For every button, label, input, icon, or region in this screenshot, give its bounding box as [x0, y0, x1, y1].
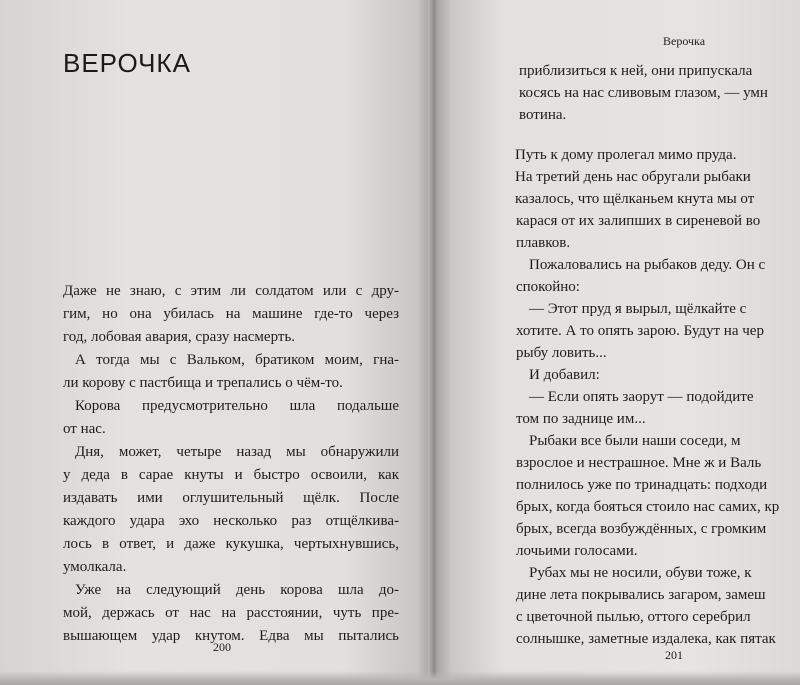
running-head: Верочка: [663, 34, 706, 48]
text-line: Уже на следующий день корова шла до-: [75, 582, 399, 598]
text-line: дине лета покрывались загаром, замеш: [516, 587, 766, 603]
text-line: Пожаловались на рыбаков деду. Он с: [529, 257, 766, 273]
text-line: том по заднице им...: [516, 411, 646, 427]
text-line: спокойно:: [516, 279, 580, 295]
text-line: На третий день нас обругали рыбаки: [515, 169, 751, 185]
text-line: плавков.: [516, 235, 571, 251]
text-line: вотина.: [519, 107, 567, 123]
page-number: 201: [665, 648, 683, 662]
text-line: Даже не знаю, с этим ли солдатом или с дру-: [63, 283, 399, 299]
text-line: — Если опять заорут — подойдите: [529, 389, 754, 405]
text-line: И добавил:: [529, 367, 600, 383]
text-line: косясь на нас сливовым глазом, — умн: [519, 85, 768, 101]
text-line: полнилось уже по тринадцать: подходи: [516, 477, 768, 493]
text-line: каждого удара эхо несколько раз отщёлкива-: [63, 513, 399, 529]
text-line: Путь к дому пролегал мимо пруда.: [515, 147, 737, 163]
text-line: — Этот пруд я вырыл, щёлкайте с: [529, 301, 747, 317]
text-line: с цветочной пылью, оттого серебрил: [516, 609, 751, 625]
text-line: Корова предусмотрительно шла подальше: [75, 398, 399, 414]
text-line: Рубах мы не носили, обуви тоже, к: [529, 565, 752, 581]
text-line: издавать ими оглушительный щёлк. После: [63, 490, 399, 506]
text-line: рыбу ловить...: [516, 345, 607, 361]
right-page: [437, 0, 800, 685]
text-line: солнышке, заметные издалека, как пятак: [516, 631, 776, 647]
page-number: 200: [213, 640, 231, 654]
text-line: ли корову с пастбища и трепались о чём-то.: [63, 375, 343, 391]
text-line: вышающем удар кнутом. Едва мы пытались: [63, 628, 399, 644]
text-line: мой, держась от нас на расстоянии, чуть пре-: [63, 605, 399, 621]
text-line: казалось, что щёлканьем кнута мы от: [515, 191, 755, 207]
text-line: лось в ответ, и даже кукушка, чертыхнувшись,: [63, 536, 399, 552]
text-line: брых, всегда возбуждённых, с громким: [516, 521, 767, 537]
text-line: от нас.: [63, 421, 106, 437]
chapter-title: ВЕРОЧКА: [63, 48, 191, 78]
text-line: лочьими голосами.: [516, 543, 638, 559]
text-line: брых, когда бояться стоило нас самих, кр: [516, 499, 780, 515]
text-line: А тогда мы с Вальком, братиком моим, гна-: [75, 352, 399, 368]
text-line: год, лобовая авария, сразу насмерть.: [63, 329, 296, 345]
text-line: у деда в сарае кнуты и быстро освоили, как: [63, 467, 399, 483]
text-line: гим, но она убилась на машине где-то через: [63, 306, 399, 322]
text-line: умолкала.: [63, 559, 127, 575]
page-bottom-edge: [0, 671, 800, 685]
text-line: карася от их залипших в сиреневой во: [516, 213, 761, 229]
text-line: хотите. А то опять зарою. Будут на чер: [516, 323, 764, 339]
text-line: Рыбаки все были наши соседи, м: [529, 433, 741, 449]
text-line: взрослое и нестрашное. Мне ж и Валь: [516, 455, 762, 471]
text-line: приблизиться к ней, они припускала: [519, 63, 753, 79]
text-line: Дня, может, четыре назад мы обнаружили: [75, 444, 399, 460]
